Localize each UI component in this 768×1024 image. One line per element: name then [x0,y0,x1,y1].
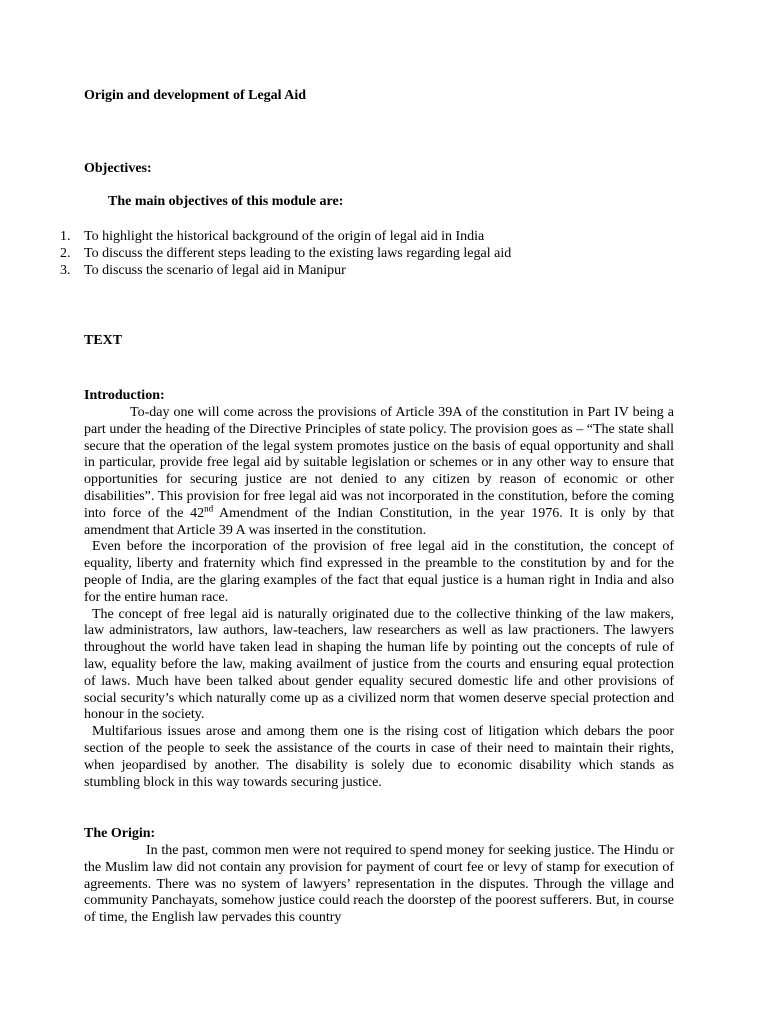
paragraph-text: To-day one will come across the provisions of Article 39A of the constitution in Part IV being a part under the heading of the Directive Principles of state policy. The provision goes as – “The state shall secure that the operation of the legal system promotes justice on the basis of equal opportunity and shall in particular, provide free legal aid by suitable legislation or schemes or in any other way to ensure that opportunities for securing justice are not denied to any citizen by reason of economic or other disabilities”. This provision for free legal aid was not incorporated in the constitution, before the coming into force of the 42 [84,405,674,521]
list-item-number: 3. [60,263,71,278]
introduction-paragraph-3: The concept of free legal aid is naturally originated due to the collective thinking of the law makers, law administrators, law authors, law-teachers, law researchers as well as law practioners. The lawyers throughout the world have taken lead in shaping the human life by pointing out the concepts of rule of law, equality before the law, making availment of justice from the courts and ensuring equal protection of laws. Much have been talked about gender equality secured domestic life and other provisions of social security’s which naturally come up as a civilized norm that women deserve special protection and honour in the society. [84,606,674,723]
list-item-text: To discuss the scenario of legal aid in Manipur [84,263,346,278]
paragraph-text: Amendment of the Indian Constitution, in the year 1976. It is only by that amendment that Article 39 A was inserted in the constitution. [84,505,674,538]
list-item-number: 1. [60,229,71,244]
introduction-paragraph-2: Even before the incorporation of the provision of free legal aid in the constitution, the concept of equality, liberty and fraternity which find expressed in the preamble to the constitution by and for the people of India, are the glaring examples of the fact that equal justice is a human right in India and also for the entire human race. [84,539,674,605]
list-item [0,245,700,262]
objectives-heading: Objectives: [84,161,152,176]
list-item-text: To highlight the historical background of the origin of legal aid in India [84,229,485,244]
list-item-text: To discuss the different steps leading to the existing laws regarding legal aid [84,246,512,261]
list-item [0,228,700,245]
text-heading: TEXT [84,333,123,348]
origin-paragraph: In the past, common men were not required to spend money for seeking justice. The Hindu or the Muslim law did not contain any provision for payment of court fee or levy of stamp for execution of agreements. There was no system of lawyers’ representation in the disputes. Through the village and community Panchayats, somehow justice could reach the doorstep of the poorest sufferers. But, in course of time, the English law pervades this country [84,843,674,926]
ordinal-superscript: nd [204,503,214,514]
list-item [0,262,700,279]
objectives-list [0,228,700,279]
document-title: Origin and development of Legal Aid [84,88,307,103]
introduction-heading: Introduction: [84,388,165,403]
list-item-number: 2. [60,246,71,261]
introduction-paragraph-1 [84,405,674,539]
origin-body [84,843,674,927]
origin-heading: The Origin: [84,826,156,841]
introduction-body [84,405,674,791]
objectives-subheading: The main objectives of this module are: [108,194,344,209]
introduction-paragraph-4: Multifarious issues arose and among them one is the rising cost of litigation which debars the poor section of the people to seek the assistance of the courts in case of their need to maintain their rights, when jeopardised by another. The disability is solely due to economic disability which stands as stumbling block in this way towards securing justice. [84,724,674,790]
